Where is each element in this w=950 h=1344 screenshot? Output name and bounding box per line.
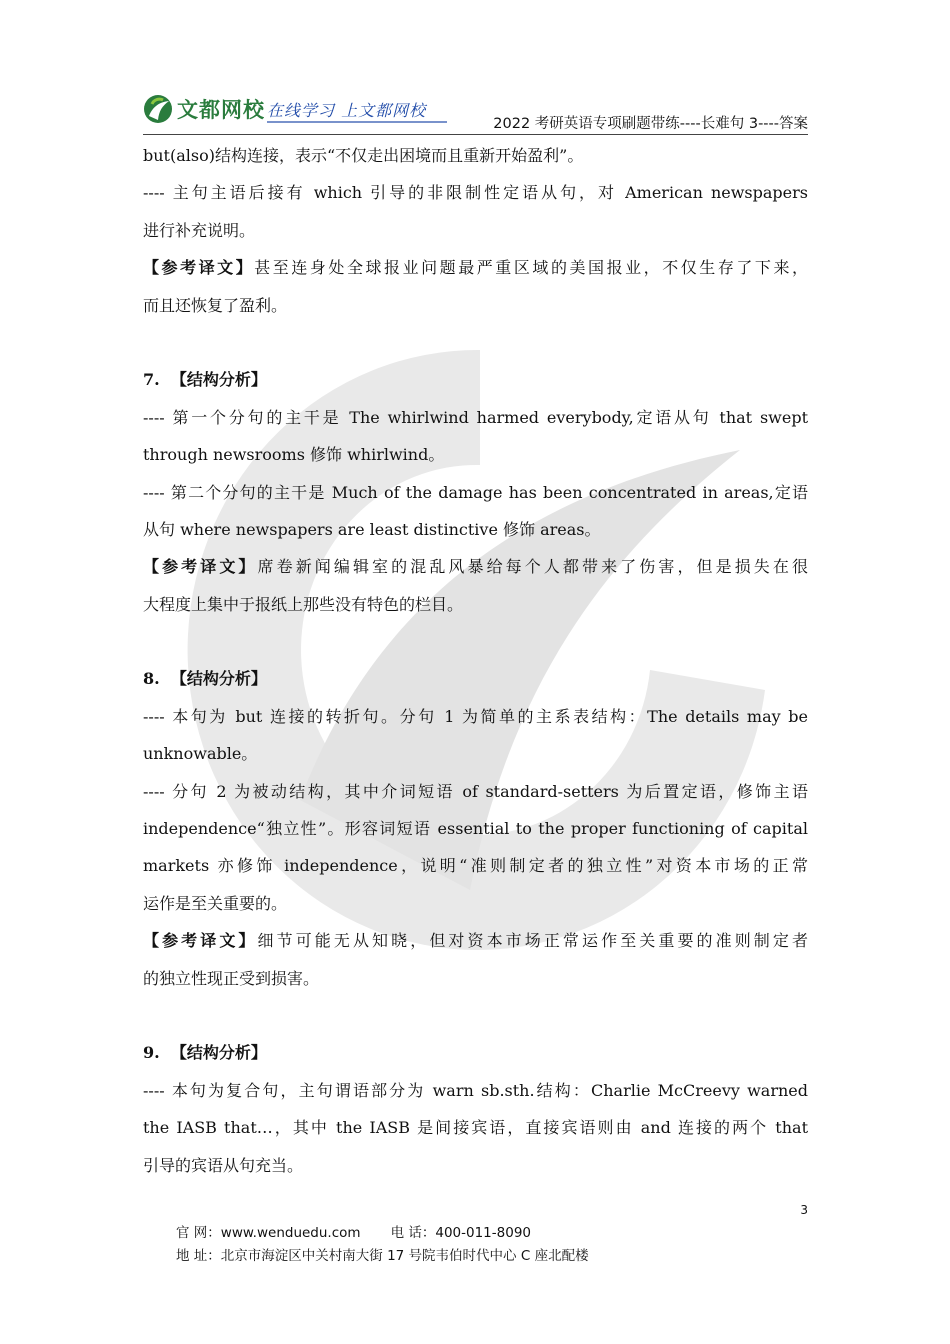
text-line: 引导的宾语从句充当。 <box>143 1155 304 1175</box>
phone-number: 400-011-8090 <box>435 1225 531 1241</box>
text-line: 运作是至关重要的。 <box>143 893 288 913</box>
section-heading-7 <box>143 361 808 398</box>
text-line: 进行补充说明。 <box>143 220 256 240</box>
translation-line <box>143 922 808 959</box>
section-heading-8 <box>143 660 808 697</box>
translation-line <box>143 548 808 585</box>
page-number: 3 <box>800 1203 808 1217</box>
phone-label: 电 话： <box>390 1225 436 1241</box>
translation-text: 甚至连身处全球报业问题最严重区域的美国报业，不仅生存了下来， <box>254 258 808 278</box>
text-line: ---- 主句主语后接有 which 引导的非限制性定语从句，对 American newspapers <box>143 183 808 203</box>
section-title: 【结构分析】 <box>170 370 267 390</box>
text-line: the IASB that…，其中 the IASB 是间接宾语，直接宾语则由 and 连接的两个 that <box>143 1118 808 1138</box>
text-line: ---- 本句为复合句，主句谓语部分为 warn sb.sth.结构：Charlie McCreevy warned <box>143 1080 808 1100</box>
text-line: ---- 分句 2 为被动结构，其中介词短语 of standard-setters 为后置定语，修饰主语 <box>143 781 808 801</box>
translation-text: 细节可能无从知晓，但对资本市场正常运作至关重要的准则制定者 <box>257 931 808 951</box>
section-number: 7. <box>143 370 160 390</box>
page-header <box>143 88 808 135</box>
text-line: unknowable。 <box>143 744 258 764</box>
section-title: 【结构分析】 <box>170 1043 267 1063</box>
wendu-logo-icon <box>143 94 173 124</box>
document-title: 2022 考研英语专项刷题带练----长难句 3----答案 <box>493 116 808 132</box>
text-line: ---- 本句为 but 连接的转折句。分句 1 为简单的主系表结构：The details may be <box>143 706 808 726</box>
translation-line <box>143 249 808 286</box>
brand-slogan: 在线学习 上文都网校 <box>267 101 427 120</box>
footer-contact-row <box>176 1222 589 1245</box>
text-line: ---- 第二个分句的主干是 Much of the damage has been concentrated in areas,定语 <box>143 482 808 502</box>
text-line: through newsrooms 修饰 whirlwind。 <box>143 445 445 465</box>
site-link[interactable]: www.wenduedu.com <box>220 1225 361 1241</box>
spacer <box>143 997 808 1034</box>
footer-address-row <box>176 1245 589 1268</box>
page-footer <box>176 1222 589 1268</box>
page-content <box>143 137 808 1184</box>
text-line: 而且还恢复了盈利。 <box>143 295 288 315</box>
text-line: but(also)结构连接，表示“不仅走出困境而且重新开始盈利”。 <box>143 146 584 165</box>
text-line: 从句 where newspapers are least distinctive 修饰 areas。 <box>143 519 601 539</box>
brand-name: 文都网校 <box>177 98 265 122</box>
spacer <box>143 623 808 660</box>
address-text: 北京市海淀区中关村南大街 17 号院韦伯时代中心 C 座北配楼 <box>220 1248 589 1264</box>
section-heading-9 <box>143 1034 808 1071</box>
text-line: independence“独立性”。形容词短语 essential to the proper functioning of capital <box>143 819 808 839</box>
translation-label: 【参考译文】 <box>143 258 255 278</box>
spacer <box>143 324 808 361</box>
translation-text: 席卷新闻编辑室的混乱风暴给每个人都带来了伤害，但是损失在很 <box>257 557 808 577</box>
section-number: 8. <box>143 669 160 689</box>
site-label: 官 网： <box>176 1225 221 1241</box>
text-line: 大程度上集中于报纸上那些没有特色的栏目。 <box>143 594 464 614</box>
translation-label: 【参考译文】 <box>143 557 258 577</box>
section-number: 9. <box>143 1043 160 1063</box>
text-line: ---- 第一个分句的主干是 The whirlwind harmed everybody,定语从句 that swept <box>143 407 808 427</box>
text-line: markets 亦修饰 independence，说明“准则制定者的独立性”对资本市场的正常 <box>143 856 808 876</box>
slogan-underline <box>267 121 447 123</box>
section-title: 【结构分析】 <box>170 669 267 689</box>
text-line: 的独立性现正受到损害。 <box>143 968 320 988</box>
translation-label: 【参考译文】 <box>143 931 258 951</box>
address-label: 地 址： <box>176 1248 221 1264</box>
